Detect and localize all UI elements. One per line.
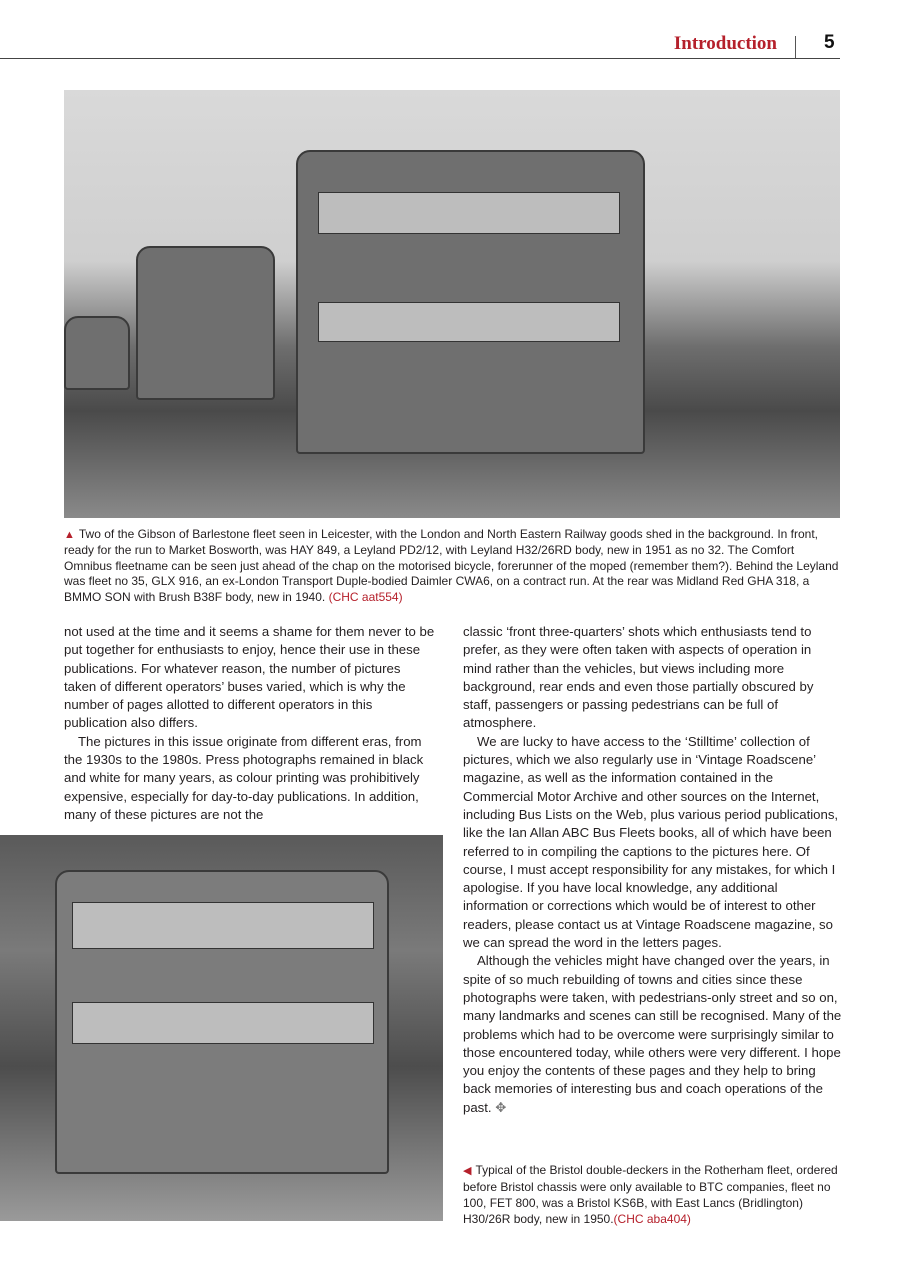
- body-column-right: [463, 623, 843, 1117]
- section-title: Introduction: [673, 33, 777, 54]
- caption-text: Two of the Gibson of Barlestone fleet seen in Leicester, with the London and North Eastern Railway goods shed in the background. In front, ready for the run to Market Bosworth, was HAY 849, a Leyland PD2/12, with Leyland H32/26RD body, new in 1951 as no 32. The Comfort Omnibus fleetname can be seen just ahead of the chap on the motorised bicycle, forerunner of the moped (remember them?). Behind the Leyland was fleet no 35, GLX 916, an ex-London Transport Duple-bodied Daimler CWA6, on a contract run. At the rear was Midland Red GHA 318, a BMMO SON with Brush B38F body, new in 1940.: [64, 527, 839, 604]
- photo-credit: (CHC aba404): [613, 1212, 691, 1226]
- paragraph: [463, 952, 843, 1117]
- bus-glx-916: [136, 246, 275, 400]
- page-number: 5: [824, 32, 835, 53]
- photo-credit: (CHC aat554): [328, 589, 403, 604]
- bus-gha-318: [64, 316, 130, 390]
- bus-hay-849: [296, 150, 645, 454]
- caption-text: Typical of the Bristol double-deckers in the Rotherham fleet, ordered before Bristol chassis were only available to BTC companies, fleet no 100, FET 800, was a Bristol KS6B, with East Lancs (Bridlington) H30/26R body, new in 1950.: [463, 1163, 838, 1226]
- paragraph-text: Although the vehicles might have changed over the years, in spite of so much rebuilding of towns and cities since these photographs were taken, with pedestrians-only street and so on, many landmarks and scenes can still be recognised. Many of the problems which had to be overcome were surprisingly similar to those encountered today, while others were very different. I hope you enjoy the contents of these pages and they help to bring back memories of interesting bus and coach operations of the past.: [463, 953, 842, 1115]
- header-divider: [795, 36, 796, 58]
- paragraph: not used at the time and it seems a shame for them never to be put together for enthusiasts to enjoy, hence their use in these publications. For whatever reason, the number of pictures taken of different operators’ buses varied, which is why the number of pages allotted to different operators in this publication also differs.: [64, 624, 435, 731]
- photo-rotherham-bus: [0, 835, 443, 1221]
- photo-leicester-buses: [64, 90, 840, 518]
- header-rule: [0, 58, 840, 59]
- photo-caption: [463, 1162, 843, 1227]
- paragraph: The pictures in this issue originate from different eras, from the 1930s to the 1980s. Press photographs remained in black and white for many years, as colour printing was prohibitively expensive, especially for day-to-day publications. In addition, many of these pictures are not the: [64, 733, 424, 822]
- paragraph: classic ‘front three-quarters’ shots which enthusiasts tend to prefer, as they were often taken with aspects of operation in mind rather than the vehicles, but views including more background, rear ends and even those partially obscured by staff, passengers or passing pedestrians can be full of atmosphere.: [463, 624, 814, 731]
- left-arrow-icon: ◀: [463, 1165, 472, 1177]
- body-column-left: [64, 623, 436, 824]
- end-mark-icon: ✥: [495, 1099, 507, 1115]
- up-arrow-icon: ▲: [64, 529, 75, 541]
- photo-caption: [64, 527, 844, 605]
- bus-fet-800: [55, 870, 389, 1174]
- paragraph: We are lucky to have access to the ‘Stilltime’ collection of pictures, which we also regularly use in ‘Vintage Roadscene’ magazine, as well as the information contained in the Commercial Motor Archive and other sources on the Internet, including Bus Lists on the Web, plus various period publications, like the Ian Allan ABC Bus Fleets books, all of which have been referred to in compiling the captions to the pictures here. Of course, I must accept responsibility for any mistakes, for which I apologise. If you have local knowledge, any additional information or corrections which would be of interest to other readers, please contact us at Vintage Roadscene magazine, so we can spread the word in the letters pages.: [463, 733, 839, 951]
